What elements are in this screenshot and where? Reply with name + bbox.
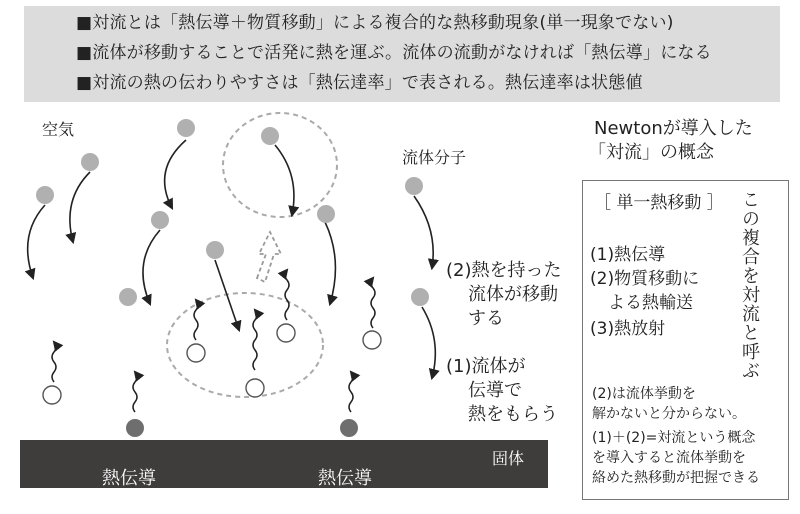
- summary-line-3: ■対流の熱の伝わりやすさは「熱伝達率」で表される。熱伝達率は状態値: [76, 73, 643, 93]
- solid-label: 固体: [492, 449, 525, 468]
- single-heat-transfer-label: ［ 単一熱移動 ］: [594, 193, 724, 213]
- summary-line-2: ■流体が移動することで活発に熱を運ぶ。流体の流動がなければ「熱伝導」になる: [76, 43, 712, 63]
- panel-note-3: (1)＋(2)=対流という概念: [592, 430, 756, 446]
- heat-conduction-label-right: 熱伝導: [318, 468, 372, 489]
- gray-molecules: [36, 119, 429, 306]
- step2-label-line-2: 流体が移動: [468, 284, 558, 305]
- hollow-up-arrow: [257, 232, 281, 282]
- panel-note-5: 絡めた熱移動が把握できる: [592, 470, 760, 486]
- summary-line-1: ■対流とは「熱伝導＋物質移動」による複合的な熱移動現象(単一現象でない): [76, 13, 674, 33]
- solid-surface: [20, 440, 548, 488]
- convection-cell-lower: [167, 293, 323, 397]
- panel-item-2-cont: よる熱輸送: [608, 293, 693, 313]
- step1-label-line-3: 熱をもらう: [468, 404, 558, 425]
- vertical-text: この複合を対流と呼ぶ: [739, 190, 760, 380]
- convection-cell-upper: [223, 113, 337, 217]
- panel-item-3: (3)熱放射: [590, 319, 666, 339]
- panel-title-line-1: Newtonが導入した: [594, 118, 753, 139]
- panel-item-2: (2)物質移動に: [590, 269, 700, 289]
- surface-molecules: [126, 419, 358, 437]
- step1-label-line-1: (1)流体が: [446, 356, 526, 377]
- step2-label-line-3: する: [468, 308, 504, 329]
- panel-item-1: (1)熱伝導: [590, 245, 666, 265]
- panel-note-2: 解かないと分からない。: [592, 406, 746, 422]
- panel-title-line-2: 「対流」の概念: [588, 142, 714, 163]
- heat-conduction-label-left: 熱伝導: [102, 468, 156, 489]
- fluid-molecule-label: 流体分子: [402, 148, 467, 167]
- air-label: 空気: [42, 120, 75, 139]
- wavy-heat-lines: [52, 270, 375, 412]
- step2-label-line-1: (2)熱を持った: [446, 260, 562, 281]
- panel-note-1: (2)は流体挙動を: [592, 386, 696, 402]
- panel-note-4: を導入すると流体挙動を: [592, 450, 746, 466]
- step1-label-line-2: 伝導で: [468, 380, 522, 401]
